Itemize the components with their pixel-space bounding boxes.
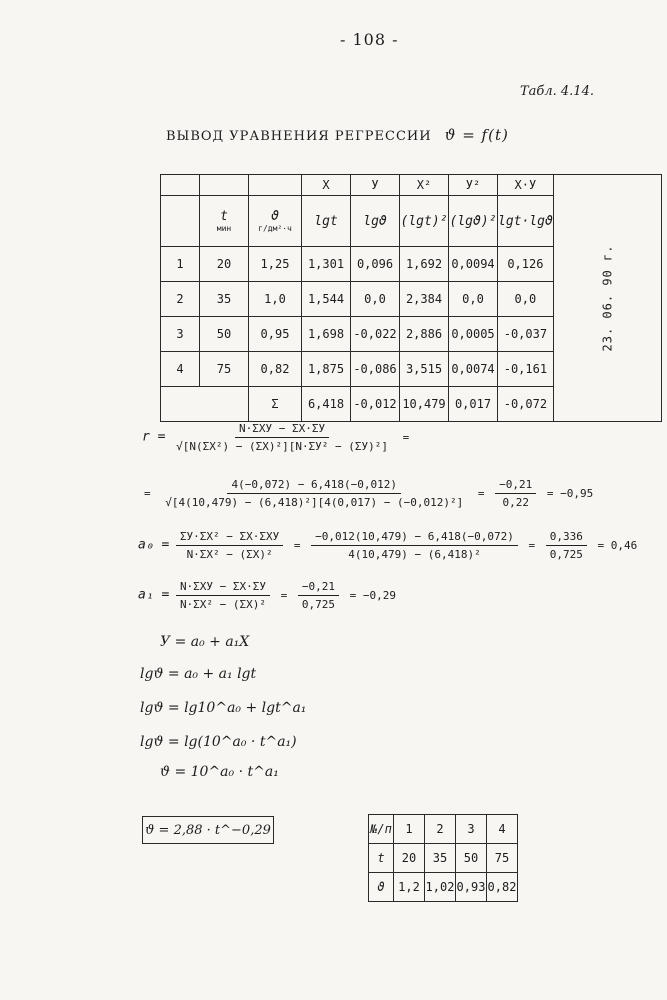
results-row-label: t xyxy=(369,844,394,873)
table-cell: 0,0 xyxy=(498,282,554,317)
date-text: 23. 06. 90 г. xyxy=(600,244,615,352)
equation-a1-fraction-2 xyxy=(298,580,339,611)
results-cell: 4 xyxy=(487,815,518,844)
header-sub-main: lgt·lgϑ xyxy=(498,213,553,229)
title-text: ВЫВОД УРАВНЕНИЯ РЕГРЕССИИ xyxy=(166,129,432,144)
equation-r-label: r = xyxy=(142,429,166,445)
table-cell: 0,0074 xyxy=(449,352,498,387)
table-cell: 50 xyxy=(200,317,249,352)
header-top-cell: У xyxy=(351,175,400,196)
table-cell: 3,515 xyxy=(400,352,449,387)
results-cell: 2 xyxy=(425,815,456,844)
equation-a0-result: = 0,46 xyxy=(597,538,638,552)
equation-r-numerator: N·ΣXУ − ΣX·ΣУ xyxy=(235,422,329,438)
table-cell: 0,0094 xyxy=(449,247,498,282)
equation-a0-denominator-3: 0,725 xyxy=(549,548,583,561)
table-cell: 0,126 xyxy=(498,247,554,282)
equation-a1-numerator-1: N·ΣXУ − ΣX·ΣУ xyxy=(176,580,270,596)
equation-r2-lead: = xyxy=(144,486,151,500)
equation-r2-denominator-1: √[4(10,479) − (6,418)²][4(0,017) − (−0,012)²] xyxy=(165,496,464,509)
header-sub-cell xyxy=(351,196,400,247)
results-cell: 1,02 xyxy=(425,873,456,902)
derivation-line-2: lgϑ = a₀ + a₁ lgt xyxy=(140,666,257,682)
result-formula-box xyxy=(142,816,274,844)
results-cell: 1 xyxy=(394,815,425,844)
table-cell: 1,301 xyxy=(302,247,351,282)
header-top-cell: X·У xyxy=(498,175,554,196)
header-sub-main: ϑ xyxy=(271,209,279,224)
table-cell: 35 xyxy=(200,282,249,317)
table-cell: -0,037 xyxy=(498,317,554,352)
table-cell: -0,022 xyxy=(351,317,400,352)
equals-sign: = xyxy=(293,538,301,552)
header-sub-main: lgϑ xyxy=(363,213,387,229)
table-cell: 0,95 xyxy=(249,317,302,352)
results-cell: 0,93 xyxy=(456,873,487,902)
results-table-row xyxy=(369,815,518,844)
results-row-label: №/п xyxy=(369,815,394,844)
sum-cell: -0,072 xyxy=(498,387,554,422)
table-cell: 1,698 xyxy=(302,317,351,352)
results-cell: 0,82 xyxy=(487,873,518,902)
header-sub-main: (lgt)² xyxy=(400,213,448,229)
table-cell: 1,875 xyxy=(302,352,351,387)
table-reference: Табл. 4.14. xyxy=(520,84,594,99)
results-cell: 35 xyxy=(425,844,456,873)
table-cell: 1,0 xyxy=(249,282,302,317)
equation-r-denominator: √[N(ΣX²) − (ΣX)²][N·ΣУ² − (ΣУ)²] xyxy=(176,440,389,453)
sum-cell: 0,017 xyxy=(449,387,498,422)
date-cell xyxy=(553,175,661,422)
page-title xyxy=(166,126,509,144)
results-cell: 3 xyxy=(456,815,487,844)
header-sub-cell xyxy=(249,196,302,247)
derivation-line-1: У = a₀ + a₁X xyxy=(160,634,250,650)
table-cell: 0,0005 xyxy=(449,317,498,352)
header-top-cell: X xyxy=(302,175,351,196)
title-formula: ϑ = f(t) xyxy=(444,126,509,144)
header-sub-unit: г/дм²·ч xyxy=(258,224,292,233)
equation-r xyxy=(142,422,413,453)
results-cell: 20 xyxy=(394,844,425,873)
sum-cell: 6,418 xyxy=(302,387,351,422)
page-number: - 108 - xyxy=(340,30,399,49)
derivation-line-5: ϑ = 10^a₀ · t^a₁ xyxy=(160,764,279,780)
header-sub-unit: мин xyxy=(216,224,232,233)
header-sub-cell xyxy=(161,196,200,247)
equals-sign: = xyxy=(528,538,536,552)
equals-sign: = xyxy=(280,588,288,602)
equation-a0-label: a₀ = xyxy=(138,537,170,553)
equation-r2-numerator-1: 4(−0,072) − 6,418(−0,012) xyxy=(227,478,401,494)
header-sub-cell xyxy=(449,196,498,247)
equation-r2-denominator-2: 0,22 xyxy=(502,496,529,509)
table-cell: 0,096 xyxy=(351,247,400,282)
table-cell: 1 xyxy=(161,247,200,282)
regression-table xyxy=(160,174,662,422)
results-table-row xyxy=(369,844,518,873)
equation-a1-label: a₁ = xyxy=(138,587,170,603)
table-cell: -0,086 xyxy=(351,352,400,387)
table-cell: 2,886 xyxy=(400,317,449,352)
equals-sign: = xyxy=(477,486,485,500)
table-cell: 0,0 xyxy=(449,282,498,317)
equation-a0-numerator-1: ΣУ·ΣX² − ΣX·ΣXУ xyxy=(176,530,283,546)
table-cell: 75 xyxy=(200,352,249,387)
equation-a0-fraction-3 xyxy=(546,530,587,561)
equation-a0-numerator-2: −0,012(10,479) − 6,418(−0,072) xyxy=(311,530,518,546)
equation-a1-numerator-2: −0,21 xyxy=(298,580,339,596)
sum-symbol: Σ xyxy=(249,387,302,422)
header-sub-main: lgt xyxy=(314,213,338,229)
results-cell: 75 xyxy=(487,844,518,873)
table-cell: 4 xyxy=(161,352,200,387)
equation-a1-fraction-1 xyxy=(176,580,270,611)
table-cell: 20 xyxy=(200,247,249,282)
equation-r2-fraction-2 xyxy=(495,478,536,509)
header-sub-main: t xyxy=(220,209,228,224)
table-cell: 1,692 xyxy=(400,247,449,282)
header-top-cell: X² xyxy=(400,175,449,196)
equation-a1-denominator-1: N·ΣX² − (ΣX)² xyxy=(179,598,267,611)
equation-r2-result: = −0,95 xyxy=(546,486,594,500)
equation-a0-denominator-2: 4(10,479) − (6,418)² xyxy=(348,548,481,561)
equation-r2-fraction-1 xyxy=(161,478,467,509)
results-table-row xyxy=(369,873,518,902)
header-sub-cell xyxy=(400,196,449,247)
equation-r2-numerator-2: −0,21 xyxy=(495,478,536,494)
table-cell: 1,25 xyxy=(249,247,302,282)
equation-a0-fraction-2 xyxy=(311,530,518,561)
result-formula: ϑ = 2,88 · t^−0,29 xyxy=(145,822,271,838)
header-sub-main: (lgϑ)² xyxy=(449,213,497,229)
sum-row-blank xyxy=(161,387,249,422)
table-cell: 2 xyxy=(161,282,200,317)
table-cell: 0,82 xyxy=(249,352,302,387)
equation-a1 xyxy=(138,580,400,611)
derivation-line-3: lgϑ = lg10^a₀ + lgt^a₁ xyxy=(140,700,307,716)
header-sub-cell xyxy=(200,196,249,247)
derivation-line-4: lgϑ = lg(10^a₀ · t^a₁) xyxy=(140,734,297,750)
sum-cell: -0,012 xyxy=(351,387,400,422)
sum-cell: 10,479 xyxy=(400,387,449,422)
table-cell: 2,384 xyxy=(400,282,449,317)
header-top-cell xyxy=(249,175,302,196)
results-row-label: ϑ xyxy=(369,873,394,902)
equation-a0-denominator-1: N·ΣX² − (ΣX)² xyxy=(186,548,273,561)
table-cell: 0,0 xyxy=(351,282,400,317)
header-top-cell xyxy=(200,175,249,196)
equation-a0-fraction-1 xyxy=(176,530,283,561)
header-sub-cell xyxy=(302,196,351,247)
table-header-top-row xyxy=(161,175,662,196)
results-cell: 1,2 xyxy=(394,873,425,902)
equation-r-fraction xyxy=(172,422,392,453)
results-cell: 50 xyxy=(456,844,487,873)
table-cell: -0,161 xyxy=(498,352,554,387)
equation-a1-denominator-2: 0,725 xyxy=(301,598,336,611)
header-top-cell xyxy=(161,175,200,196)
equation-a0 xyxy=(138,530,641,561)
header-sub-cell xyxy=(498,196,554,247)
equation-a0-numerator-3: 0,336 xyxy=(546,530,587,546)
equation-a1-result: = −0,29 xyxy=(349,588,397,602)
results-table xyxy=(368,814,518,902)
table-cell: 1,544 xyxy=(302,282,351,317)
equation-r-evaluated xyxy=(140,478,597,509)
header-top-cell: У² xyxy=(449,175,498,196)
equation-r-tail: = xyxy=(402,430,410,444)
table-cell: 3 xyxy=(161,317,200,352)
